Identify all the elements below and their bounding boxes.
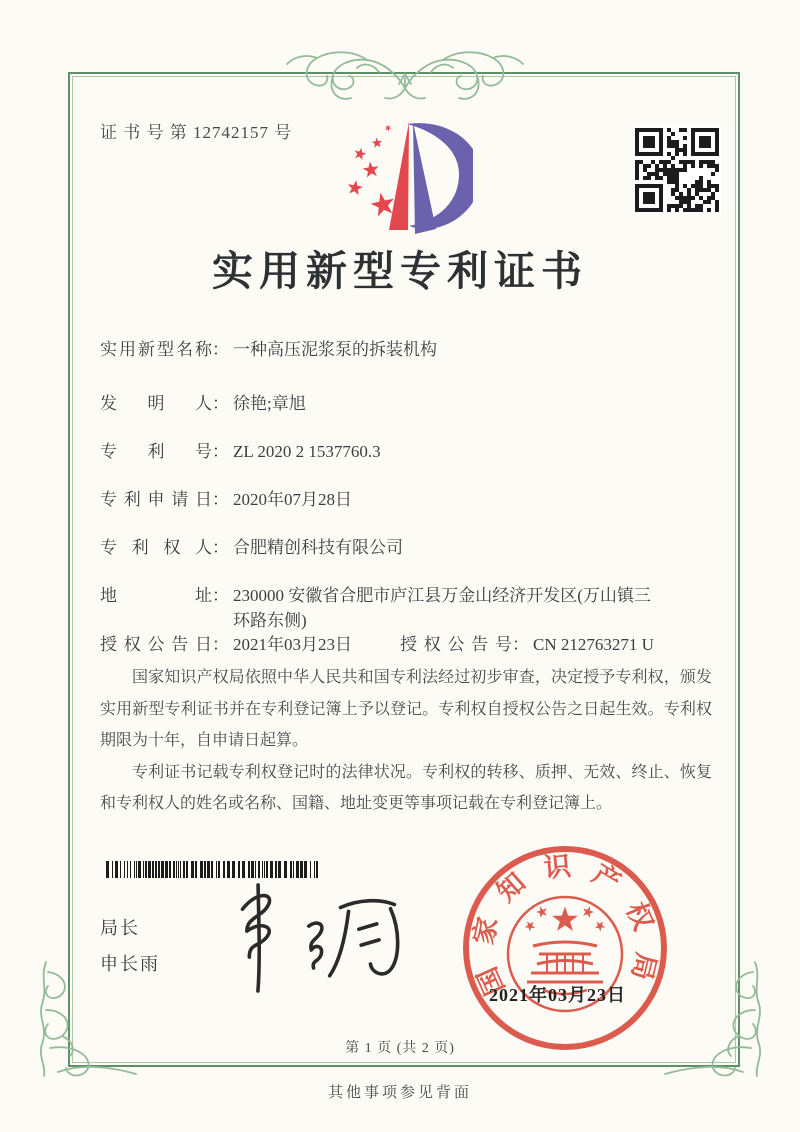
field-colon: ：	[212, 490, 229, 509]
field-label: 专利权人	[100, 538, 212, 557]
field-label: 地址	[100, 586, 212, 605]
grant-no-pair	[400, 632, 654, 657]
field-row-inventor	[100, 391, 306, 416]
field-label: 专利申请日	[100, 490, 212, 509]
field-colon: ：	[512, 635, 529, 654]
signer-block	[100, 910, 160, 982]
field-value: ZL 2020 2 1537760.3	[233, 442, 381, 461]
field-label: 授权公告号	[400, 635, 512, 654]
grant-no-value: CN 212763271 U	[533, 635, 654, 654]
footer-note: 其他事项参见背面	[327, 1085, 472, 1101]
barcode	[106, 861, 318, 878]
top-flourish-ornament	[283, 44, 527, 116]
field-colon: ：	[212, 586, 229, 605]
field-row-grant	[100, 632, 654, 657]
field-colon: ：	[212, 394, 229, 413]
bottom-right-flourish-ornament	[659, 960, 765, 1078]
field-label: 实用新型名称	[100, 340, 212, 359]
field-colon: ：	[212, 538, 229, 557]
seal-date: 2021年03月23日	[489, 985, 626, 1005]
field-label: 专利号	[100, 442, 212, 461]
grant-date-pair	[100, 632, 352, 657]
field-label: 授权公告日	[100, 635, 212, 654]
field-colon: ：	[212, 442, 229, 461]
legal-paragraph-1: 国家知识产权局依照中华人民共和国专利法经过初步审查，决定授予专利权，颁发实用新型专利证书并在专利登记簿上予以登记。专利权自授权公告之日起生效。专利权期限为十年，自申请日起算。	[100, 669, 712, 749]
field-row-address	[100, 583, 663, 633]
legal-paragraph-2: 专利证书记载专利权登记时的法律状况。专利权的转移、质押、无效、终止、恢复和专利权人的姓名或名称、国籍、地址变更等事项记载在专利登记簿上。	[100, 763, 712, 812]
signature-icon	[212, 876, 414, 997]
official-seal	[459, 842, 671, 1054]
grant-date-value: 2021年03月23日	[233, 635, 352, 654]
certificate-number: 证 书 号 第 12742157 号	[100, 123, 293, 142]
field-value: 2020年07月28日	[233, 490, 352, 509]
field-row-name	[100, 337, 437, 362]
field-colon: ：	[212, 635, 229, 654]
field-colon: ：	[212, 340, 229, 359]
field-row-filing-date	[100, 487, 352, 512]
field-row-patent-no	[100, 439, 381, 464]
page-number: 第 1 页 (共 2 页)	[345, 1041, 455, 1056]
seal-text: 国家知识产权局	[468, 850, 662, 1000]
field-value: 一种高压泥浆泵的拆装机构	[233, 340, 437, 359]
field-value: 徐艳;章旭	[233, 394, 306, 413]
field-row-patentee	[100, 535, 403, 560]
certificate-title: 实用新型专利证书	[212, 248, 588, 294]
legal-text	[100, 662, 712, 820]
field-label: 发明人	[100, 394, 212, 413]
field-value: 230000 安徽省合肥市庐江县万金山经济开发区(万山镇三环路东侧)	[233, 586, 651, 630]
cnipa-logo-icon	[333, 108, 473, 236]
qr-code	[633, 126, 721, 214]
signer-title: 局长	[100, 918, 140, 938]
field-value: 合肥精创科技有限公司	[233, 538, 403, 557]
signer-name: 申长雨	[100, 954, 160, 974]
